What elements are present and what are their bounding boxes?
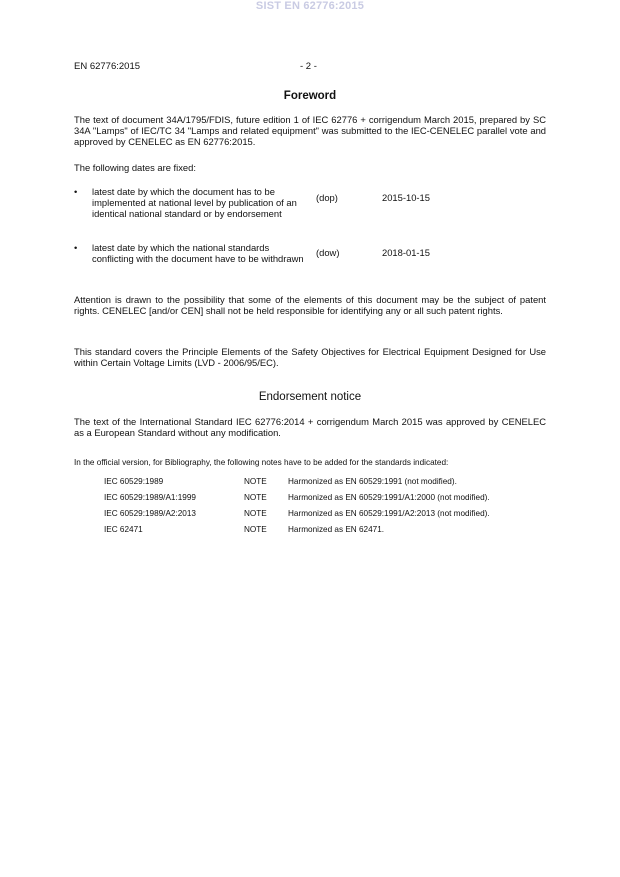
lvd-paragraph: This standard covers the Principle Elements of the Safety Objectives for Electrical Equipment Designed for Use within Certain Voltage Limits (LVD - 2006/95/EC). [74,346,546,368]
date-value: 2018-01-15 [382,247,430,258]
date-row-dop [74,186,546,242]
harmonized-text: Harmonized as EN 60529:1991 (not modified). [288,477,457,486]
date-description: latest date by which the document has to be implemented at national level by publication of an identical national standard or by endorsement [92,186,297,219]
patent-paragraph: Attention is drawn to the possibility that some of the elements of this document may be the subject of patent rights. CENELEC [and/or CEN] shall not be held responsible for identifying any or all such patent rights. [74,294,546,316]
date-code: (dow) [316,247,340,258]
standards-table [104,477,546,541]
standard-id: IEC 60529:1989 [104,477,164,486]
note-label: NOTE [244,525,267,534]
foreword-paragraph: The text of document 34A/1795/FDIS, future edition 1 of IEC 62776 + corrigendum March 2015, prepared by SC 34A "Lamps" of IEC/TC 34 "Lamps and related equipment" was submitted to the IEC-CENELEC parallel vote and approved by CENELEC as EN 62776:2015. [74,114,546,147]
endorsement-heading: Endorsement notice [258,391,362,403]
watermark-text: SIST EN 62776:2015 [255,0,365,12]
date-value: 2015-10-15 [382,192,430,203]
date-description: latest date by which the national standards conflicting with the document have to be withdrawn [92,242,304,264]
dates-table [74,186,546,286]
foreword-heading: Foreword [283,90,337,102]
standard-id: IEC 60529:1989/A1:1999 [104,493,196,502]
bullet-marker: • [74,186,78,197]
table-row [104,493,546,509]
document-id: EN 62776:2015 [74,61,141,72]
table-row [104,477,546,493]
harmonized-text: Harmonized as EN 60529:1991/A1:2000 (not modified). [288,493,490,502]
note-label: NOTE [244,477,267,486]
note-label: NOTE [244,509,267,518]
harmonized-text: Harmonized as EN 60529:1991/A2:2013 (not modified). [288,509,490,518]
endorsement-paragraph: The text of the International Standard IEC 62776:2014 + corrigendum March 2015 was approved by CENELEC as a European Standard without any modification. [74,416,546,438]
standard-id: IEC 60529:1989/A2:2013 [104,509,196,518]
date-row-dow [74,242,546,286]
table-row [104,509,546,525]
dates-intro: The following dates are fixed: [74,162,196,173]
table-row [104,525,546,541]
standard-id: IEC 62471 [104,525,143,534]
harmonized-text: Harmonized as EN 62471. [288,525,385,534]
bibliography-note: In the official version, for Bibliography, the following notes have to be added for the standards indicated: [74,458,449,467]
bullet-marker: • [74,242,78,253]
date-code: (dop) [316,192,338,203]
page-number: - 2 - [300,61,317,72]
note-label: NOTE [244,493,267,502]
